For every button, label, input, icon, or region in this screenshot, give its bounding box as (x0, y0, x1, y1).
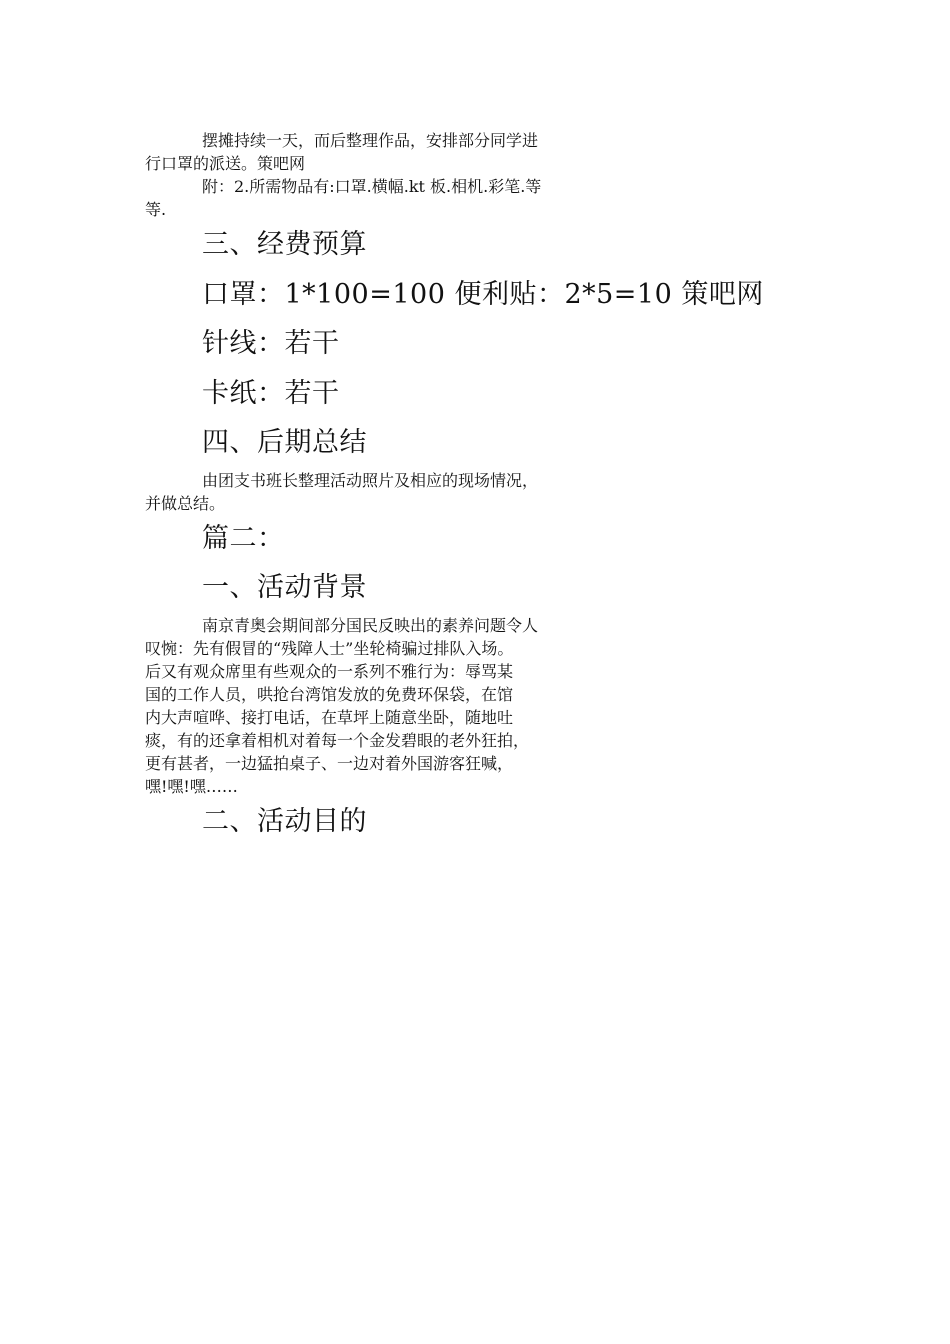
budget-item: 针线：若干 (202, 328, 340, 359)
text-line: 更有甚者，一边猛拍桌子、一边对着外国游客狂喊， (145, 753, 514, 773)
text-line: 痰，有的还拿着相机对着每一个金发碧眼的老外狂拍， (145, 730, 530, 750)
paragraph (145, 468, 810, 514)
document-body (145, 128, 810, 846)
text-line: 附：2.所需物品有:口罩.横幅.kt 板.相机.彩笔.等 (202, 177, 542, 196)
text-line: 南京青奥会期间部分国民反映出的素养问题令人 (202, 615, 539, 635)
paragraph (145, 613, 810, 797)
text-line: 嘿!嘿!嘿…… (145, 776, 238, 796)
section-heading-purpose: 二、活动目的 (202, 805, 367, 837)
text-line: 摆摊持续一天，而后整理作品，安排部分同学进 (202, 131, 539, 150)
paragraph (145, 174, 810, 220)
part-heading: 篇二： (202, 522, 285, 554)
section-heading-summary: 四、后期总结 (202, 427, 367, 458)
text-line: 内大声喧哗、接打电话，在草坪上随意坐卧，随地吐 (145, 707, 514, 727)
text-line: 并做总结。 (145, 493, 226, 513)
budget-item: 卡纸：若干 (202, 377, 340, 409)
text-line: 由团支书班长整理活动照片及相应的现场情况， (202, 470, 539, 490)
text-line: 行口罩的派送。策吧网 (145, 154, 306, 173)
text-line: 等. (145, 200, 167, 219)
section-heading-background: 一、活动背景 (202, 572, 367, 603)
text-line: 后又有观众席里有些观众的一系列不雅行为：辱骂某 (145, 661, 514, 681)
text-line: 国的工作人员，哄抢台湾馆发放的免费环保袋，在馆 (145, 684, 514, 704)
section-heading-budget: 三、经费预算 (202, 229, 367, 260)
text-line: 叹惋：先有假冒的“残障人士”坐轮椅骗过排队入场。 (145, 638, 514, 658)
paragraph (145, 128, 810, 174)
budget-item: 口罩：1*100=100 便利贴：2*5=10 策吧网 (202, 278, 764, 310)
